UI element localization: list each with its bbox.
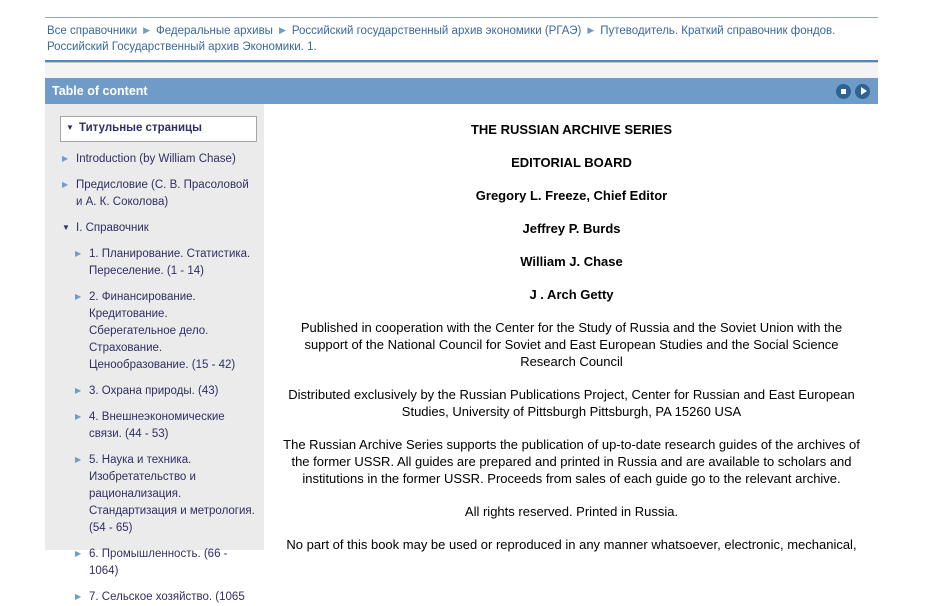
triangle-right-icon: ▶	[75, 292, 82, 301]
content-heading: Jeffrey P. Burds	[522, 221, 621, 236]
toc-item[interactable]	[73, 452, 257, 537]
triangle-down-icon: ▼	[62, 223, 70, 232]
toc-item-label: I. Справочник	[76, 222, 149, 234]
toc-item[interactable]	[73, 383, 257, 400]
content-heading: William J. Chase	[520, 254, 623, 269]
content-heading: J . Arch Getty	[529, 287, 614, 302]
content-heading: EDITORIAL BOARD	[511, 155, 632, 170]
triangle-down-icon: ▼	[66, 123, 74, 132]
triangle-right-icon: ▶	[75, 549, 82, 558]
content-paragraph: All rights reserved. Printed in Russia.	[464, 504, 679, 519]
collapse-panel-button[interactable]	[836, 84, 851, 99]
toc-item[interactable]	[73, 409, 257, 443]
panel-titlebar	[45, 78, 878, 104]
toc-item-label: 4. Внешнеэкономические связи. (44 - 53)	[89, 411, 225, 440]
toc-item-label: Титульные страницы	[79, 122, 202, 134]
toc-item-selected[interactable]	[60, 116, 257, 142]
triangle-right-icon: ▶	[62, 154, 69, 163]
breadcrumb-link[interactable]: Федеральные архивы	[156, 25, 273, 37]
toc-item-label: Introduction (by William Chase)	[76, 153, 236, 165]
toc-item-label: 7. Сельское хозяйство. (1065	[89, 591, 245, 603]
content-heading: Gregory L. Freeze, Chief Editor	[475, 188, 668, 203]
toc-item[interactable]	[73, 589, 257, 606]
triangle-right-icon: ▶	[75, 592, 82, 601]
toc-item[interactable]	[60, 151, 257, 168]
toc-item[interactable]	[73, 546, 257, 580]
toc-item-label: 2. Финансирование. Кредитование. Сберегательное дело. Страхование. Ценообразование. (15 - 42)	[89, 291, 236, 371]
toc-item-label: 5. Наука и техника. Изобретательство и рационализация. Стандартизация и метрология. (54 - 65)	[89, 454, 255, 534]
toc-sidebar	[45, 104, 264, 603]
toc-item[interactable]	[73, 289, 257, 374]
breadcrumb-link[interactable]: Российский государственный архив экономики (РГАЭ)	[291, 25, 582, 37]
toc-list	[60, 116, 257, 606]
breadcrumb-separator-icon: ▶	[278, 25, 286, 35]
body-row	[45, 104, 878, 603]
square-stop-icon	[841, 89, 846, 94]
content-heading: THE RUSSIAN ARCHIVE SERIES	[470, 122, 673, 137]
titlebar-buttons	[836, 84, 870, 99]
toc-item-label: 3. Охрана природы. (43)	[89, 385, 219, 397]
breadcrumb-separator-icon: ▶	[143, 25, 151, 35]
toc-item[interactable]	[73, 246, 257, 280]
breadcrumb-link[interactable]: Путеводитель. Краткий справочник фондов. Российский Государственный архив Экономики. 1.	[47, 25, 836, 53]
content-paragraph: No part of this book may be used or reproduced in any manner whatsoever, electronic, mechanical,	[286, 537, 857, 552]
breadcrumb	[45, 17, 878, 62]
play-arrow-icon	[861, 87, 867, 95]
page-container	[45, 0, 878, 603]
breadcrumb-link[interactable]: Все справочники	[47, 25, 138, 37]
expand-panel-button[interactable]	[855, 84, 870, 99]
triangle-right-icon: ▶	[75, 455, 82, 464]
triangle-right-icon: ▶	[75, 412, 82, 421]
panel-title: Table of content	[52, 84, 148, 98]
content-paragraph: Distributed exclusively by the Russian Publications Project, Center for Russian and East European Studies, University of Pittsburgh Pittsburgh, PA 15260 USA	[288, 387, 855, 419]
content-paragraph: The Russian Archive Series supports the publication of up-to-date research guides of the archives of the former USSR. All guides are prepared and printed in Russia and are available to scholars and institutions in the former USSR. Proceeds from sales of each guide go to the relevant archive.	[283, 437, 860, 486]
toc-item[interactable]	[60, 177, 257, 211]
toc-item[interactable]	[60, 220, 257, 237]
breadcrumb-spacer	[45, 62, 878, 78]
triangle-right-icon: ▶	[75, 249, 82, 258]
breadcrumb-separator-icon: ▶	[587, 25, 595, 35]
toc-item-label: 1. Планирование. Статистика. Переселение. (1 - 14)	[89, 248, 251, 277]
content-body	[264, 104, 878, 550]
triangle-right-icon: ▶	[62, 180, 69, 189]
triangle-right-icon: ▶	[75, 386, 82, 395]
content-paragraph: Published in cooperation with the Center for the Study of Russia and the Soviet Union with the support of the National Council for Soviet and East European Studies and the Social Science Research Council	[300, 320, 843, 369]
toc-item-label: 6. Промышленность. (66 - 1064)	[89, 548, 228, 577]
toc-item-label: Предисловие (С. В. Прасоловой и А. К. Соколова)	[76, 179, 249, 208]
